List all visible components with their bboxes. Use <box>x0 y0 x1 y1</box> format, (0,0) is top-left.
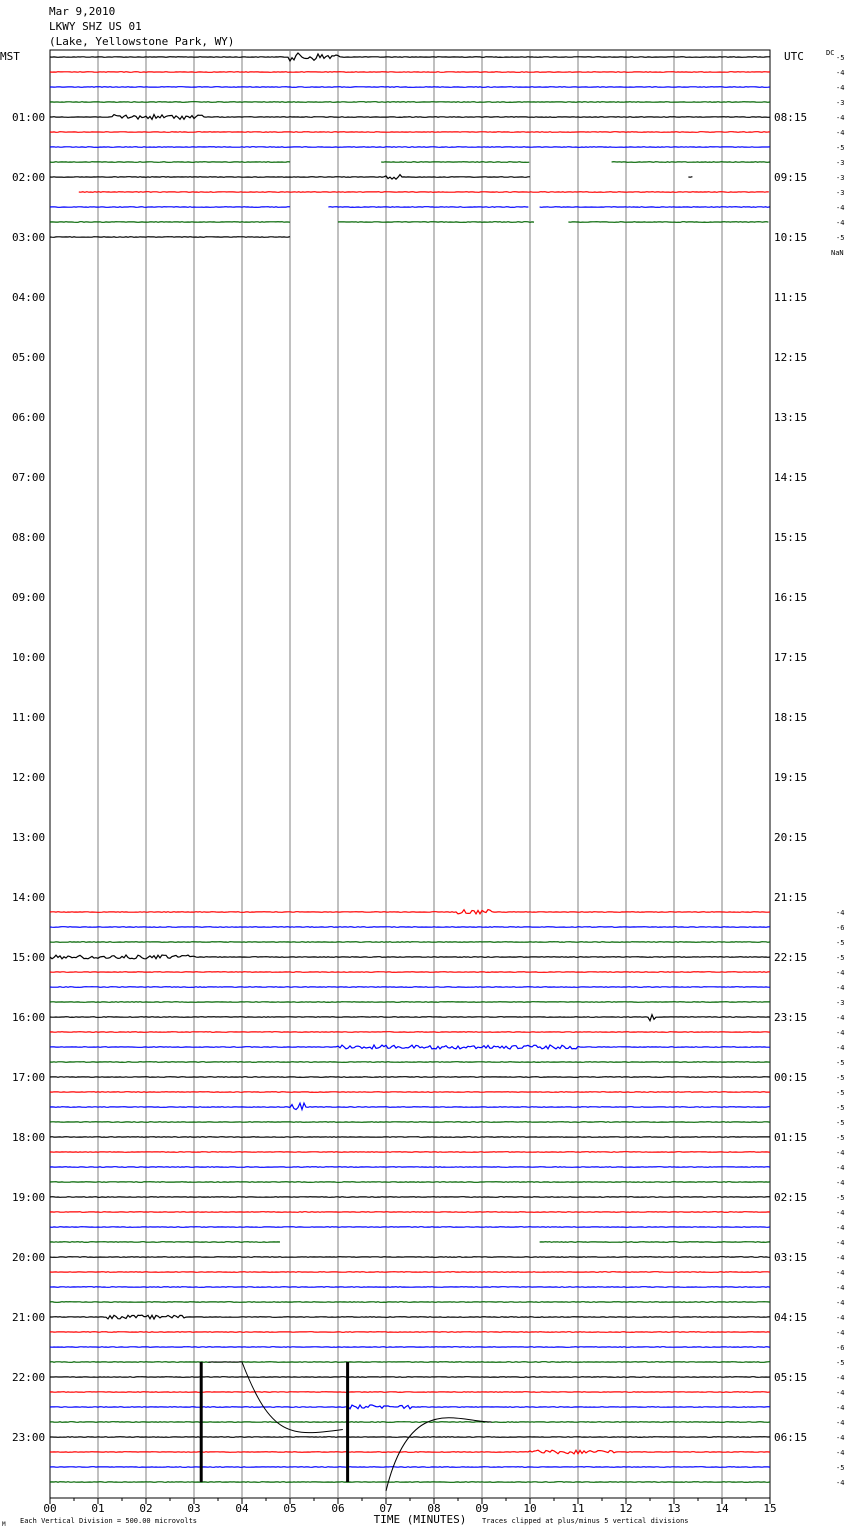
dc-offset-label: -5 <box>836 1194 845 1202</box>
hour-label-mst: 13:00 <box>12 831 46 844</box>
seismic-trace <box>50 1347 770 1348</box>
hour-label-utc: 23:15 <box>774 1011 808 1024</box>
seismic-trace <box>79 192 769 193</box>
hour-label-utc: 13:15 <box>774 411 808 424</box>
seismic-trace <box>50 87 770 88</box>
seismic-trace <box>50 1002 770 1003</box>
plot-frame <box>50 50 770 1498</box>
seismic-trace <box>540 1242 770 1243</box>
hour-label-utc: 12:15 <box>774 351 808 364</box>
right-axis-label: UTC <box>784 50 804 63</box>
pulse-decay-curve <box>386 1418 492 1491</box>
hour-label-utc: 19:15 <box>774 771 808 784</box>
seismic-trace <box>50 1182 770 1183</box>
seismic-trace <box>50 1315 770 1319</box>
dc-offset-label: -4 <box>836 1329 845 1337</box>
dc-offset-label: -4 <box>836 69 845 77</box>
seismic-trace <box>50 1103 770 1109</box>
hour-label-utc: 17:15 <box>774 651 808 664</box>
seismic-trace <box>50 237 290 238</box>
dc-offset-label: -4 <box>836 1374 845 1382</box>
dc-offset-label: -4 <box>836 1299 845 1307</box>
dc-offset-label: -4 <box>836 1164 845 1172</box>
seismic-trace <box>540 207 770 208</box>
seismic-trace <box>50 1332 770 1333</box>
hour-label-mst: 01:00 <box>12 111 46 124</box>
seismic-trace <box>50 53 770 61</box>
seismic-trace <box>50 955 770 959</box>
seismic-trace <box>50 972 770 973</box>
left-axis-label: MST <box>0 50 20 63</box>
seismic-trace <box>50 1437 770 1438</box>
dc-offset-label: -3 <box>836 99 845 107</box>
dc-offset-label: -4 <box>836 1389 845 1397</box>
clipped-pulse <box>200 1362 203 1482</box>
hour-label-utc: 14:15 <box>774 471 808 484</box>
seismic-trace <box>50 1242 280 1243</box>
hour-label-utc: 22:15 <box>774 951 808 964</box>
dc-offset-label: -5 <box>836 1359 845 1367</box>
dc-offset-label: -4 <box>836 84 845 92</box>
hour-label-utc: 01:15 <box>774 1131 808 1144</box>
seismic-trace <box>50 1062 770 1063</box>
hour-label-mst: 10:00 <box>12 651 46 664</box>
seismic-trace <box>568 222 768 223</box>
hour-label-mst: 21:00 <box>12 1311 46 1324</box>
hour-label-mst: 06:00 <box>12 411 46 424</box>
hour-label-utc: 20:15 <box>774 831 808 844</box>
dc-offset-label: -5 <box>836 1104 845 1112</box>
hour-label-mst: 20:00 <box>12 1251 46 1264</box>
dc-offset-label: -5 <box>836 939 845 947</box>
vertical-division-note: Each Vertical Division = 500.00 microvolts <box>20 1517 198 1525</box>
dc-offset-label: -4 <box>836 1044 845 1052</box>
seismic-trace <box>50 1092 770 1093</box>
x-tick-label: 04 <box>235 1502 249 1515</box>
seismic-trace <box>328 207 528 208</box>
hour-label-mst: 05:00 <box>12 351 46 364</box>
seismic-trace <box>50 1377 770 1378</box>
seismic-trace <box>50 115 770 120</box>
dc-offset-label: -4 <box>836 1269 845 1277</box>
seismic-trace <box>50 1482 770 1483</box>
station-code: LKWY SHZ US 01 <box>49 20 142 33</box>
corner-mark: M <box>2 1521 6 1528</box>
hour-label-mst: 11:00 <box>12 711 46 724</box>
hour-label-utc: 10:15 <box>774 231 808 244</box>
hour-label-mst: 02:00 <box>12 171 46 184</box>
seismic-trace <box>612 162 770 163</box>
hour-label-utc: 04:15 <box>774 1311 808 1324</box>
dc-offset-label: -3 <box>836 189 845 197</box>
hour-label-mst: 15:00 <box>12 951 46 964</box>
dc-offset-label: -4 <box>836 1314 845 1322</box>
dc-offset-label: -6 <box>836 1344 845 1352</box>
dc-offset-label: -4 <box>836 1209 845 1217</box>
dc-offset-label: -4 <box>836 219 845 227</box>
hour-label-utc: 08:15 <box>774 111 808 124</box>
axis-labels <box>12 54 844 1515</box>
seismic-trace <box>50 1450 770 1454</box>
plot-date: Mar 9,2010 <box>49 5 116 18</box>
dc-offset-label: -4 <box>836 204 845 212</box>
seismic-trace <box>50 1467 770 1468</box>
dc-offset-label: -5 <box>836 1119 845 1127</box>
dc-offset-label: -4 <box>836 1179 845 1187</box>
hour-label-mst: 17:00 <box>12 1071 46 1084</box>
dc-label: DC <box>826 49 835 57</box>
dc-offset-label: -5 <box>836 1089 845 1097</box>
seismic-trace <box>50 942 770 943</box>
dc-offset-label: -3 <box>836 174 845 182</box>
hour-label-mst: 09:00 <box>12 591 46 604</box>
dc-offset-label: -5 <box>836 144 845 152</box>
x-axis-title: TIME (MINUTES) <box>373 1513 467 1526</box>
dc-offset-label: -4 <box>836 984 845 992</box>
dc-offset-label: -4 <box>836 1149 845 1157</box>
seismic-trace <box>50 1015 770 1021</box>
seismic-trace <box>50 1212 770 1213</box>
dc-offset-label: -4 <box>836 114 845 122</box>
dc-offset-label: -4 <box>836 1254 845 1262</box>
dc-offset-label: -5 <box>836 1074 845 1082</box>
seismic-trace <box>50 132 770 133</box>
dc-offset-label: -5 <box>836 54 845 62</box>
hour-label-mst: 08:00 <box>12 531 46 544</box>
hour-label-mst: 18:00 <box>12 1131 46 1144</box>
seismic-trace <box>50 1137 770 1138</box>
x-tick-label: 14 <box>715 1502 729 1515</box>
hour-label-mst: 23:00 <box>12 1431 46 1444</box>
seismic-trace <box>50 1257 770 1258</box>
x-tick-label: 07 <box>379 1502 393 1515</box>
x-tick-label: 00 <box>43 1502 57 1515</box>
x-tick-label: 01 <box>91 1502 105 1515</box>
hour-label-mst: 19:00 <box>12 1191 46 1204</box>
dc-offset-label: -4 <box>836 1419 845 1427</box>
x-tick-label: 03 <box>187 1502 201 1515</box>
x-tick-label: 15 <box>763 1502 777 1515</box>
hour-label-mst: 16:00 <box>12 1011 46 1024</box>
dc-offset-label: -3 <box>836 159 845 167</box>
dc-offset-label: -4 <box>836 1449 845 1457</box>
seismic-trace <box>50 1152 770 1153</box>
dc-offset-label: -6 <box>836 924 845 932</box>
seismic-trace <box>50 910 770 914</box>
dc-offset-label: -5 <box>836 954 845 962</box>
seismic-trace <box>50 1405 770 1409</box>
x-tick-label: 08 <box>427 1502 441 1515</box>
dc-offset-label: -5 <box>836 1134 845 1142</box>
seismic-trace <box>50 1302 770 1303</box>
seismic-traces <box>50 53 770 1491</box>
hour-label-utc: 02:15 <box>774 1191 808 1204</box>
hour-label-utc: 15:15 <box>774 531 808 544</box>
clipping-note: Traces clipped at plus/minus 5 vertical divisions <box>482 1517 689 1525</box>
dc-offset-label: -5 <box>836 1464 845 1472</box>
hour-label-mst: 04:00 <box>12 291 46 304</box>
seismic-trace <box>50 987 770 988</box>
x-tick-label: 09 <box>475 1502 489 1515</box>
dc-offset-label: -4 <box>836 909 845 917</box>
dc-offset-label: -4 <box>836 1284 845 1292</box>
hour-label-utc: 05:15 <box>774 1371 808 1384</box>
seismic-trace <box>50 1122 770 1123</box>
dc-offset-label: NaN <box>831 249 844 257</box>
x-tick-label: 12 <box>619 1502 633 1515</box>
seismic-trace <box>50 102 770 103</box>
dc-offset-label: -4 <box>836 1224 845 1232</box>
seismic-trace <box>50 222 290 223</box>
hour-label-utc: 03:15 <box>774 1251 808 1264</box>
hour-label-utc: 11:15 <box>774 291 808 304</box>
dc-offset-label: -5 <box>836 234 845 242</box>
seismic-trace <box>688 177 692 178</box>
dc-offset-label: -4 <box>836 969 845 977</box>
seismic-trace <box>338 222 534 223</box>
hour-label-utc: 00:15 <box>774 1071 808 1084</box>
hour-label-mst: 22:00 <box>12 1371 46 1384</box>
dc-offset-label: -5 <box>836 1059 845 1067</box>
dc-offset-label: -4 <box>836 1404 845 1412</box>
seismic-trace <box>50 1422 770 1423</box>
dc-offset-label: -3 <box>836 999 845 1007</box>
clipped-pulse <box>346 1362 349 1482</box>
seismic-trace <box>50 1362 770 1363</box>
seismic-trace <box>50 1272 770 1273</box>
seismic-trace <box>50 1227 770 1228</box>
seismic-trace <box>50 1032 770 1033</box>
seismic-trace <box>50 1167 770 1168</box>
seismic-trace <box>50 207 290 208</box>
station-location: (Lake, Yellowstone Park, WY) <box>49 35 235 48</box>
dc-offset-label: -4 <box>836 1479 845 1487</box>
hour-label-utc: 21:15 <box>774 891 808 904</box>
seismic-trace <box>50 147 770 148</box>
x-tick-label: 10 <box>523 1502 537 1515</box>
dc-offset-label: -4 <box>836 129 845 137</box>
seismic-trace <box>50 1077 770 1078</box>
seismic-trace <box>50 1392 770 1393</box>
hour-label-utc: 16:15 <box>774 591 808 604</box>
hour-label-utc: 18:15 <box>774 711 808 724</box>
hour-label-mst: 12:00 <box>12 771 46 784</box>
seismic-trace <box>50 927 770 928</box>
minute-grid <box>50 50 770 1498</box>
seismic-trace <box>50 162 290 163</box>
hour-label-mst: 03:00 <box>12 231 46 244</box>
hour-label-mst: 07:00 <box>12 471 46 484</box>
hour-label-utc: 06:15 <box>774 1431 808 1444</box>
hour-label-utc: 09:15 <box>774 171 808 184</box>
seismic-trace <box>381 162 529 163</box>
seismic-trace <box>50 1045 770 1049</box>
seismic-trace <box>50 1287 770 1288</box>
dc-offset-label: -4 <box>836 1029 845 1037</box>
hour-label-mst: 14:00 <box>12 891 46 904</box>
x-tick-label: 02 <box>139 1502 153 1515</box>
dc-offset-label: -4 <box>836 1434 845 1442</box>
x-tick-label: 11 <box>571 1502 585 1515</box>
x-tick-label: 06 <box>331 1502 345 1515</box>
dc-offset-label: -4 <box>836 1014 845 1022</box>
x-tick-label: 13 <box>667 1502 681 1515</box>
seismic-trace <box>50 72 770 73</box>
x-tick-label: 05 <box>283 1502 297 1515</box>
dc-offset-label: -4 <box>836 1239 845 1247</box>
seismic-trace <box>50 1197 770 1198</box>
